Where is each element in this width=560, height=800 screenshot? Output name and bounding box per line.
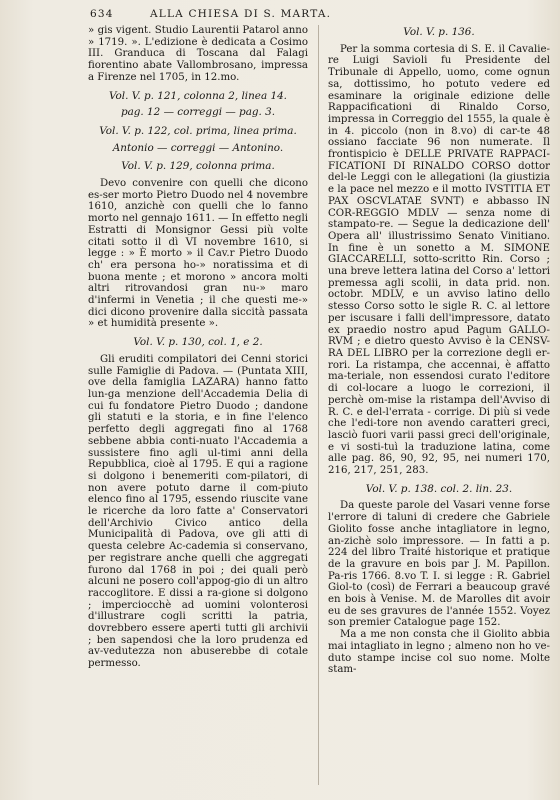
running-head: ALLA CHIESA DI S. MARTA. xyxy=(150,8,332,20)
section-heading: Vol. V. p. 138. col. 2. lin. 23. xyxy=(365,482,513,495)
paragraph: Da queste parole del Vasari venne forse l'errore di taluni di credere che Gabriele Giolito fosse anche intagliatore in legno, an-zichè solo impressore. — In fatti a p. 224 del libro Traité historique et pratique de la gravure en bois par J. M. Papillon. Pa-ris 1766. 8.vo T. I. si legge : R. Gabriel Giol-to (così) de Ferrari a beaucoup gravé en bois à Venise. M. de Marolles dit avoir eu de ses gravures de l'année 1552. Voyez son premier Catalogue page 152. xyxy=(328,500,550,629)
column-divider xyxy=(318,25,319,785)
section-heading: Vol. V. p. 129, colonna prima. xyxy=(121,160,275,173)
paragraph: Gli eruditi compilatori dei Cenni storici sulle Famiglie di Padova. — (Puntata XIII, ove della famiglia LAZARA) hanno fatto lun-ga menzione dell'Accademia Delia di cui fu fondatore Pietro Duodo ; dandone gli statuti e la storia, e in fine l'elenco perfetto degli aggregati fino al 1768 sebbene abbia conti-nuato l'Accademia a sussistere fino agli ul-timi anni della Repubblica, cioè al 1795. E qui a ragione si dolgono i benemeriti com-pilatori, di non avere potuto darne il com-piuto elenco fino al 1795, essendo riuscite vane le ricerche da loro fatte a' Conservatori dell'Archivio Civico antico della Municipalità di Padova, ove gli atti di questa celebre Ac-cademia si conservano, per registrare anche quelli che aggregati furono dal 1768 in poi ; dei quali però alcuni ne posero coll'appog-gio di un altro raccoglitore. E dissi a ra-gione si dolgono ; imperciocchè ad uomini volonterosi d'illustrare cogli scritti la patria, dovrebbero essere aperti tutti gli archivii ; ben sapendosi che la loro prudenza ed av-vedutezza non abuserebbe di cotale permesso. xyxy=(88,353,308,670)
section-heading: Vol. V. p. 121, colonna 2, linea 14. xyxy=(109,89,287,102)
page-header xyxy=(90,8,530,24)
correction-line: pag. 12 — correggi — pag. 3. xyxy=(120,106,276,119)
right-column xyxy=(328,25,550,676)
paragraph: Ma a me non consta che il Giolito abbia mai intagliato in legno ; almeno non ho ve-duto stampe incise col suo nome. Molte stam- xyxy=(328,629,550,676)
paragraph: Devo convenire con quelli che dicono es-ser morto Pietro Duodo nel 4 novembre 1610, anzichè con quelli che lo fanno morto nel gennajo 1611. — In effetto negli Estratti di Monsignor Gessi più volte citati sotto il dì VI novembre 1610, si legge : » È morto » il Cav.r Pietro Duodo ch' era persona ho-» noratissima et di buona mente ; et morono » ancora molti altri ritrovandosi gran nu-» maro d'infermi in Venetia ; il che questi me-» dici dicono provenire dalla siccità passata » et humidità presente ». xyxy=(88,178,308,330)
left-opening-quote: » gis vigent. Studio Laurentii Patarol anno » 1719. ». L'edizione è dedicata a Cosimo III. Granduca di Toscana dal Falagi fiorentino abate Vallombrosano, impressa a Firenze nel 1705, in 12.mo. xyxy=(88,25,308,83)
section-heading: Vol. V. p. 130, col. 1, e 2. xyxy=(133,336,263,349)
page-number: 634 xyxy=(90,8,114,20)
paragraph: Per la somma cortesia di S. E. il Cavalie-re Luigi Savioli fu Presidente del Tribunale di Appello, uomo, come ognun sa, dottissimo, ho potuto vedere ed esaminare la originale edizione delle Rappacificationi di Rinaldo Corso, impressa in Correggio del 1555, la quale è in 4. piccolo (non in 8.vo) di car-te 48 ossiano facciate 96 non numerate. Il frontispicio è DELLE PRIVATE RAPPACI-FICATIONI DI RINALDO CORSO dottor del-le Leggi con le allegationi (la giustizia e la pace nel mezzo e il motto IVSTITIA ET PAX OSCVLATAE SVNT) e abbasso IN COR-REGGIO MDLV — senza nome di stampato-re. — Segue la dedicazione dell' Opera all' illustrissimo Senato Vinitiano. In fine è un sonetto a M. SIMONE GIACCARELLI, sotto-scritto Rin. Corso ; una breve lettera latina del Corso a' lettori premessa agli scolii, in data prid. non. octobr. MDLV, e un avviso latino dello stesso Corso sotto le sigle R. C. al lettore per iscusare i falli dell'impressore, datato ex praedio nostro apud Pagum GALLO-RVM ; e dietro questo Avviso è la CENSV-RA DEL LIBRO per la correzione degli er-rori. La ristampa, che accennai, è affatto ma-teriale, non essendosi curato l'editore di col-locare a luogo le correzioni, il perchè om-mise la ristampa dell'Avviso di R. C. e del-l'errata - corrige. Di più si vede che l'edi-tore non avendo caratteri greci, lasciò fuori varii passi greci dell'originale, e vi sosti-tuì la traduzione latina, come alle pag. 86, 90, 92, 95, nei numeri 170, 216, 217, 251, 283. xyxy=(328,43,550,477)
correction-line: Antonio — correggi — Antonino. xyxy=(112,141,284,154)
left-column xyxy=(88,25,308,670)
section-heading: Vol. V. p. 122, col. prima, linea prima. xyxy=(99,124,297,137)
section-heading: Vol. V. p. 136. xyxy=(403,26,475,38)
